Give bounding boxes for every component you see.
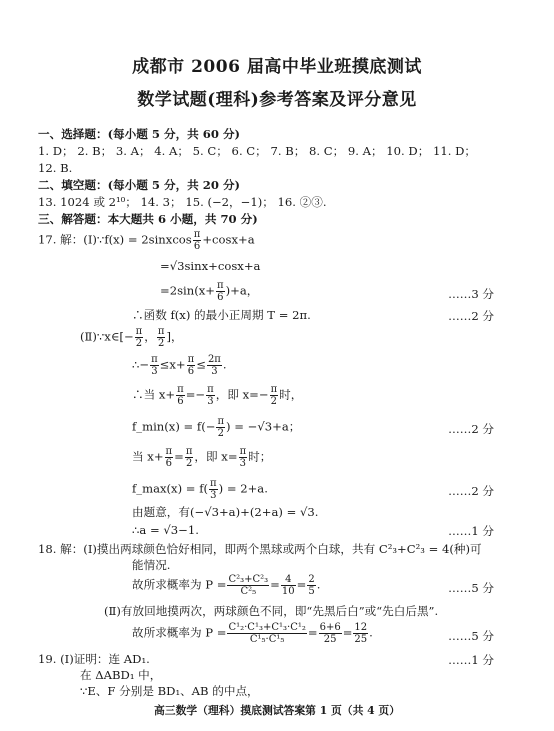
- q17-line-1: 17. 解：(Ⅰ)∵f(x) = 2sinxcos $\frac{\pi}{6}$ +cosx+a: [38, 229, 255, 252]
- q18-line-4: (Ⅱ)有放回地摸两次，两球颜色不同，即“先黑后白”或“先白后黑”.: [104, 604, 439, 618]
- score-1b: ……1 分: [448, 653, 494, 667]
- q18-line-1: 18. 解：(Ⅰ)摸出两球颜色恰好相同，即两个黑球或两个白球，共有 C²₃+C²₃ = 4(种)可: [38, 542, 482, 556]
- q17-line-7: ∴当 x+ $\frac{\pi}{6}$ =− $\frac{\pi}{3}$ ，即 x=− $\frac{\pi}{2}$ 时，: [132, 384, 303, 407]
- page-footer: 高三数学（理科）摸底测试答案第 1 页（共 4 页）: [154, 704, 400, 717]
- score-2b: ……2 分: [448, 422, 494, 436]
- q18-line-2: 能情况.: [132, 558, 171, 572]
- q17-line-10: f_max(x) = f( $\frac{\pi}{3}$ ) = 2+a.: [132, 478, 268, 501]
- q17-line-8: f_min(x) = f(− $\frac{\pi}{2}$ ) = −√3+a；: [132, 416, 301, 439]
- page-subtitle: 数学试题(理科)参考答案及评分意见: [137, 90, 417, 110]
- section-2-answers: 13. 1024 或 2¹⁰； 14. 3； 15. (−2，−1)； 16. ②③.: [38, 195, 327, 209]
- score-3: ……3 分: [448, 287, 494, 301]
- q17-line-11: 由题意，有(−√3+a)+(2+a) = √3.: [132, 505, 319, 519]
- score-2: ……2 分: [448, 309, 494, 323]
- q17-line-4: ∴函数 f(x) 的最小正周期 T = 2π.: [132, 308, 311, 322]
- q17-line-2: =√3sinx+cosx+a: [160, 259, 261, 273]
- q19-line-1: 19. (Ⅰ)证明：连 AD₁.: [38, 652, 150, 666]
- section-1-answers-cont: 12. B.: [38, 161, 73, 175]
- q17-line-5: (Ⅱ)∵x∈[− $\frac{\pi}{2}$ ， $\frac{\pi}{2}$ ]，: [80, 326, 183, 349]
- score-5b: ……5 分: [448, 629, 494, 643]
- section-2-heading: 二、填空题：(每小题 5 分，共 20 分): [38, 178, 241, 192]
- score-1: ……1 分: [448, 524, 494, 538]
- q17-line-3: =2sin(x+ $\frac{\pi}{6}$ )+a，: [160, 280, 259, 303]
- fraction: $\frac{\pi}{6}$: [193, 229, 201, 252]
- section-1-answers: 1. D； 2. B； 3. A； 4. A； 5. C； 6. C； 7. B； 8. C； 9. A； 10. D； 11. D；: [38, 144, 477, 158]
- q17-line-12: ∴a = √3−1.: [132, 523, 199, 537]
- section-3-heading: 三、解答题：本大题共 6 小题，共 70 分): [38, 212, 258, 226]
- q18-line-3: 故所求概率为 P = $\frac{\text{C²₃+C²₃}}{\text{C²₅}}$ = $\frac{4}{10}$ = $\frac{2}{5}$ .: [132, 574, 321, 597]
- section-1-heading: 一、选择题：(每小题 5 分，共 60 分): [38, 127, 241, 141]
- q17-line-9: 当 x+ $\frac{\pi}{6}$ = $\frac{\pi}{2}$ ，即 x= $\frac{\pi}{3}$ 时；: [132, 446, 272, 469]
- q18-line-5: 故所求概率为 P = $\frac{\text{C¹₂·C¹₃+C¹₃·C¹₂}}{\text{C¹₅·C¹₅}}$ = $\frac{6+6}{25}$ = $\frac{12}{25}$ .: [132, 622, 373, 645]
- page-title: 成都市 2006 届高中毕业班摸底测试: [132, 57, 422, 77]
- q19-line-2: 在 ΔABD₁ 中，: [80, 668, 162, 682]
- score-2c: ……2 分: [448, 484, 494, 498]
- q19-line-3: ∵E、F 分别是 BD₁、AB 的中点，: [80, 684, 259, 698]
- q17-line-6: ∴− $\frac{\pi}{3}$ ≤x+ $\frac{\pi}{6}$ ≤ $\frac{2\pi}{3}$ .: [132, 354, 227, 377]
- score-5: ……5 分: [448, 581, 494, 595]
